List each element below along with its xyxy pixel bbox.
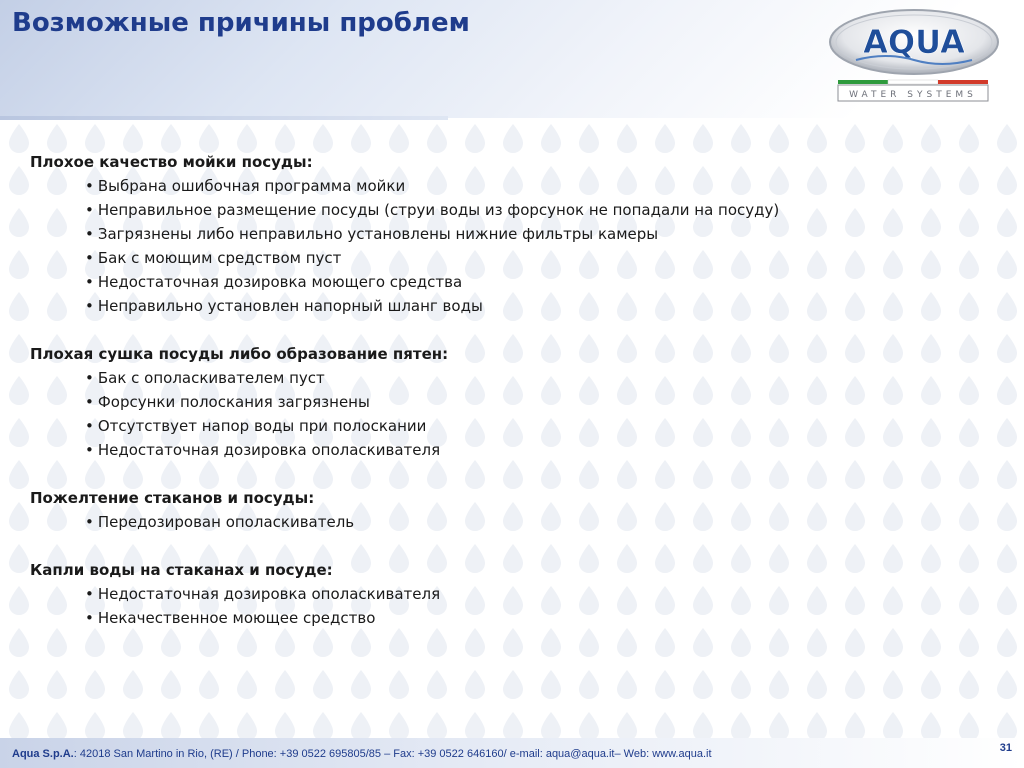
section-water-drops	[30, 558, 1010, 630]
list-item: • Недостаточная дозировка ополаскивателя	[85, 441, 441, 459]
section-title: Капли воды на стаканах и посуде:	[30, 561, 333, 579]
list-item: • Загрязнены либо неправильно установлены нижние фильтры камеры	[85, 225, 659, 243]
list-item: • Форсунки полоскания загрязнены	[85, 393, 370, 411]
list-item: • Бак с ополаскивателем пуст	[85, 369, 325, 387]
list-item: • Передозирован ополаскиватель	[85, 513, 355, 531]
section-title: Пожелтение стаканов и посуды:	[30, 489, 315, 507]
section-title: Плохое качество мойки посуды:	[30, 153, 313, 171]
section-title: Плохая сушка посуды либо образование пятен:	[30, 345, 449, 363]
footer-company: Aqua S.p.A.	[12, 748, 74, 760]
aqua-logo	[826, 8, 1002, 104]
list-item: • Выбрана ошибочная программа мойки	[85, 177, 406, 195]
footer-details: : 42018 San Martino in Rio, (RE) / Phone: +39 0522 695805/85 – Fax: +39 0522 646160/ e-mail: aqua@aqua.it– Web: www.aqua.it	[73, 748, 712, 760]
list-item: • Недостаточная дозировка ополаскивателя	[85, 585, 441, 603]
page-number: 31	[999, 742, 1012, 754]
content-area	[30, 150, 1010, 654]
list-item: • Бак с моющим средством пуст	[85, 249, 342, 267]
list-item: • Некачественное моющее средство	[85, 609, 376, 627]
svg-text:AQUA: AQUA	[863, 23, 965, 61]
footer-bar	[0, 738, 1024, 768]
list-item: • Отсутствует напор воды при полоскании	[85, 417, 427, 435]
list-item: • Неправильно установлен напорный шланг воды	[85, 297, 483, 315]
section-poor-drying	[30, 342, 1010, 462]
section-yellowing	[30, 486, 1010, 534]
section-poor-washing	[30, 150, 1010, 318]
footer-contact	[12, 748, 712, 760]
slide-title: Возможные причины проблем	[12, 8, 470, 38]
list-item: • Неправильное размещение посуды (струи воды из форсунок не попадали на посуду)	[85, 201, 780, 219]
list-item: • Недостаточная дозировка моющего средства	[85, 273, 463, 291]
svg-text:WATER SYSTEMS: WATER SYSTEMS	[849, 90, 977, 100]
